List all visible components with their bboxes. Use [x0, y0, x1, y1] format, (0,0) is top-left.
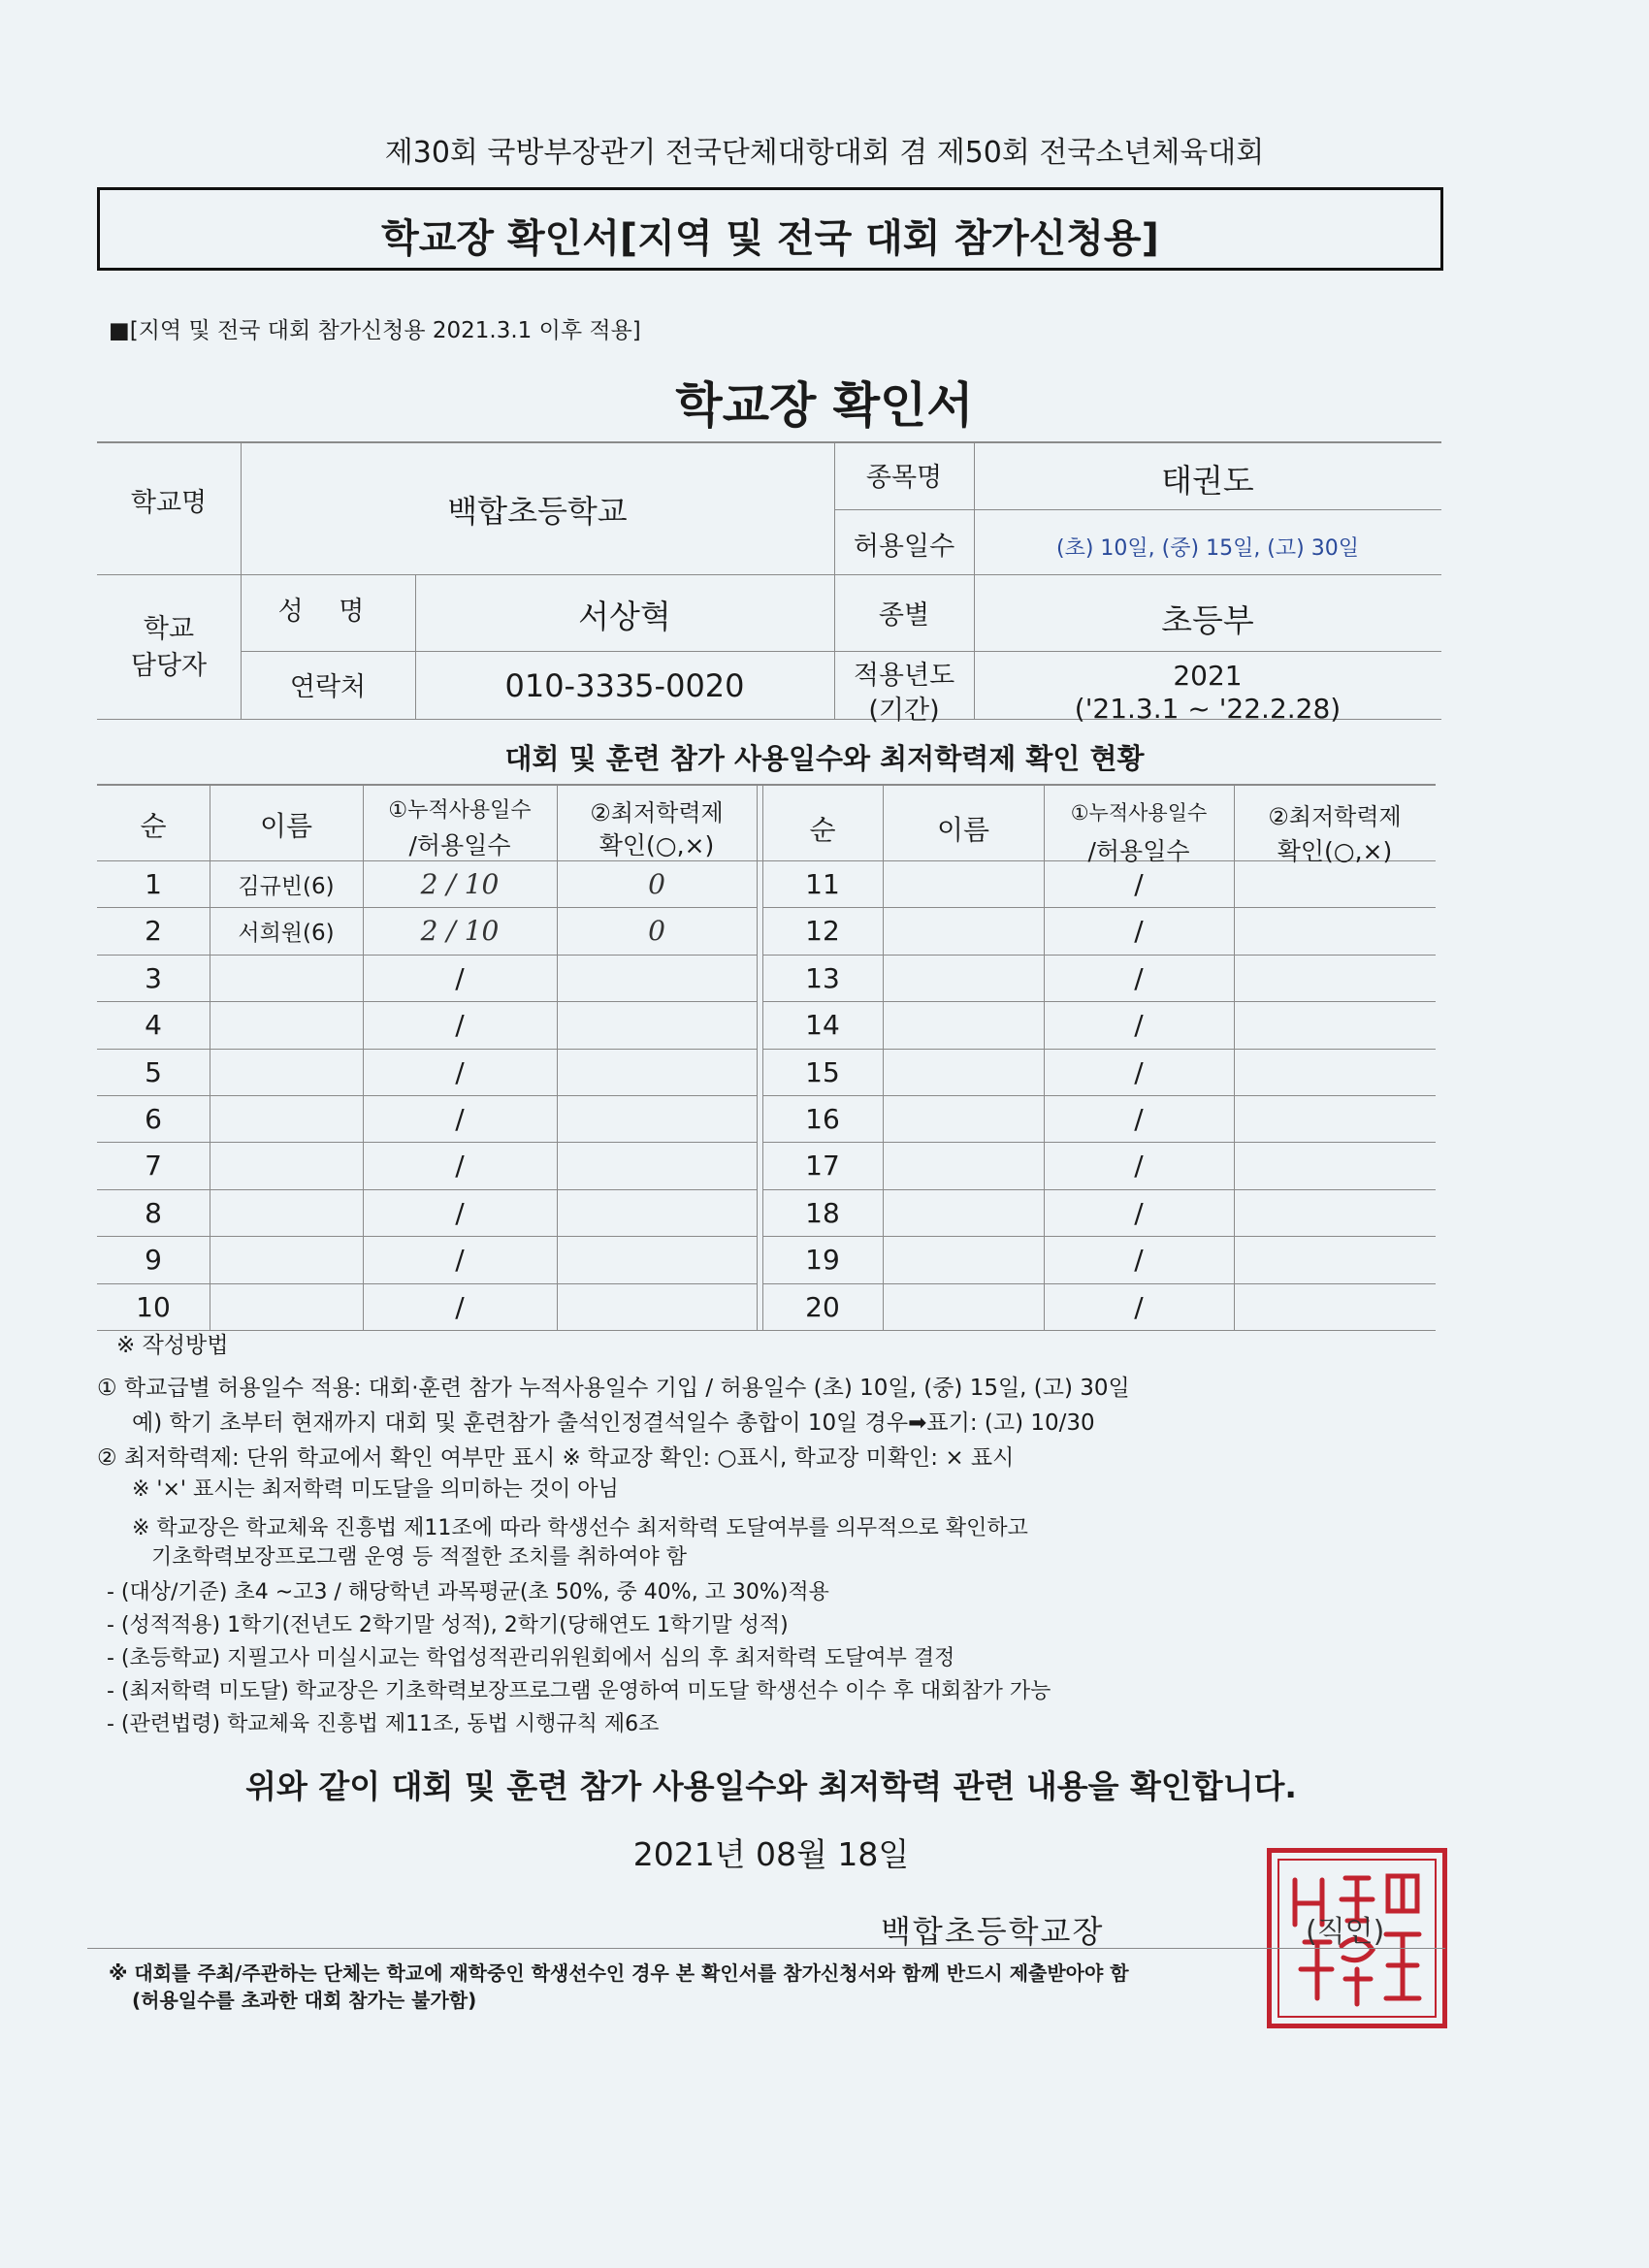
- used-days: /: [455, 1244, 465, 1277]
- row-number: 15: [805, 1055, 840, 1088]
- row-number: 10: [136, 1290, 171, 1323]
- used-days: /: [1134, 868, 1144, 900]
- school-name: 백합초등학교: [447, 493, 628, 530]
- apply-note: ■[지역 및 전국 대회 참가신청용 2021.3.1 이후 적용]: [109, 318, 641, 343]
- used-days: /: [455, 1290, 465, 1323]
- row-number: 4: [145, 1009, 162, 1042]
- year-label-1: 적용년도: [853, 661, 955, 691]
- footer-note: ※ 대회를 주최/주관하는 단체는 학교에 재학중인 학생선수인 경우 본 확인서를 참가신청서와 함께 반드시 제출받아야 함: [109, 1961, 1129, 1985]
- row-number: 14: [805, 1009, 840, 1042]
- header-no-right: 순: [809, 814, 836, 846]
- row-number: 18: [805, 1196, 840, 1229]
- row-number: 16: [805, 1103, 840, 1135]
- used-days: /: [1134, 961, 1144, 994]
- year-label-2: (기간): [868, 696, 940, 726]
- row-divider: [97, 1142, 757, 1143]
- row-divider: [762, 1142, 1436, 1143]
- year-value-2: ('21.3.1 ~ '22.2.28): [1074, 693, 1342, 725]
- header-days-left-1: ①누적사용일수: [388, 798, 532, 823]
- header-min-right-2: 확인(○,×): [1277, 837, 1393, 865]
- row-divider: [762, 1283, 1436, 1284]
- used-days: /: [455, 1055, 465, 1088]
- contact-label: 연락처: [289, 672, 367, 702]
- row-divider: [97, 1049, 757, 1050]
- used-days: 2 / 10: [420, 915, 500, 948]
- header-name-left: 이름: [259, 810, 313, 842]
- min-academic-check: 0: [648, 868, 665, 900]
- used-days: /: [1134, 915, 1144, 948]
- instruction-line: 예) 학기 초부터 현재까지 대회 및 훈련참가 출석인정결석일수 총합이 10일 경우➡표기: (고) 10/30: [132, 1410, 1095, 1436]
- row-number: 17: [805, 1150, 840, 1183]
- instruction-line: - (초등학교) 지필고사 미실시교는 학업성적관리위원회에서 심의 후 최저학력 도달여부 결정: [107, 1646, 955, 1670]
- sport-label: 종목명: [865, 463, 943, 493]
- event-title: 제30회 국방부장관기 전국단체대항대회 겸 제50회 전국소년체육대회: [384, 136, 1265, 170]
- row-divider: [762, 1001, 1436, 1002]
- row-number: 11: [805, 868, 840, 900]
- used-days: /: [1134, 1244, 1144, 1277]
- used-days: 2 / 10: [420, 868, 500, 900]
- row-number: 9: [145, 1244, 162, 1277]
- row-number: 2: [145, 915, 162, 948]
- header-name-right: 이름: [936, 814, 990, 846]
- row-number: 3: [145, 961, 162, 994]
- used-days: /: [455, 1103, 465, 1135]
- instruction-line: ② 최저학력제: 단위 학교에서 확인 여부만 표시 ※ 학교장 확인: ○표시, 학교장 미확인: × 표시: [97, 1445, 1015, 1471]
- row-divider: [97, 1283, 757, 1284]
- contact-value: 010-3335-0020: [504, 667, 745, 704]
- instruction-line: ※ '×' 표시는 최저학력 미도달을 의미하는 것이 아님: [132, 1477, 619, 1502]
- boxed-title-frame: [97, 187, 1443, 271]
- instruction-line: - (대상/기준) 초4 ~고3 / 해당학년 과목평균(초 50%, 중 40%, 고 30%)적용: [107, 1580, 829, 1604]
- used-days: /: [1134, 1196, 1144, 1229]
- row-divider: [97, 955, 757, 956]
- form-title: 학교장 확인서: [675, 377, 974, 434]
- manager-label-2: 담당자: [130, 651, 208, 681]
- header-days-right-1: ①누적사용일수: [1070, 801, 1208, 825]
- footer-note-2: (허용일수를 초과한 대회 참가는 불가함): [132, 1989, 477, 2012]
- header-min-right-1: ②최저학력제: [1268, 803, 1402, 830]
- instruction-line: ① 학교급별 허용일수 적용: 대회·훈련 참가 누적사용일수 기입 / 허용일수 (초) 10일, (중) 15일, (고) 30일: [97, 1376, 1130, 1401]
- status-title: 대회 및 훈련 참가 사용일수와 최저학력제 확인 현황: [504, 742, 1145, 775]
- name-label: 성 명: [277, 597, 378, 627]
- row-number: 1: [145, 868, 162, 900]
- header-days-right-2: /허용일수: [1087, 837, 1190, 865]
- sport-value: 태권도: [1161, 462, 1254, 500]
- used-days: /: [1134, 1055, 1144, 1088]
- used-days: /: [455, 1150, 465, 1183]
- row-divider: [762, 907, 1436, 908]
- row-number: 5: [145, 1055, 162, 1088]
- used-days: /: [1134, 1290, 1144, 1323]
- used-days: /: [1134, 1150, 1144, 1183]
- row-divider: [97, 1189, 757, 1190]
- name-value: 서상혁: [578, 598, 671, 635]
- issue-date: 2021년 08월 18일: [632, 1835, 910, 1873]
- school-label: 학교명: [130, 488, 208, 518]
- row-number: 13: [805, 961, 840, 994]
- year-value-1: 2021: [1173, 660, 1243, 692]
- used-days: /: [455, 1009, 465, 1042]
- row-number: 6: [145, 1103, 162, 1135]
- row-number: 8: [145, 1196, 162, 1229]
- boxed-title: 학교장 확인서[지역 및 전국 대회 참가신청용]: [381, 216, 1159, 261]
- min-academic-check: 0: [648, 915, 665, 948]
- row-number: 20: [805, 1290, 840, 1323]
- row-divider: [762, 1330, 1436, 1331]
- student-name: 김규빈(6): [238, 874, 335, 899]
- used-days: /: [455, 1196, 465, 1229]
- row-divider: [97, 1001, 757, 1002]
- row-number: 12: [805, 915, 840, 948]
- instruction-heading: ※ 작성방법: [116, 1333, 229, 1358]
- instruction-line: - (최저학력 미도달) 학교장은 기초학력보장프로그램 운영하여 미도달 학생선수 이수 후 대회참가 가능: [107, 1679, 1051, 1703]
- used-days: /: [455, 961, 465, 994]
- manager-label-1: 학교: [143, 614, 195, 644]
- row-divider: [97, 1236, 757, 1237]
- row-divider: [762, 1095, 1436, 1096]
- instruction-line: - (관련법령) 학교체육 진흥법 제11조, 동법 시행규칙 제6조: [107, 1712, 660, 1736]
- confirm-statement: 위와 같이 대회 및 훈련 참가 사용일수와 최저학력 관련 내용을 확인합니다.: [245, 1767, 1297, 1805]
- row-divider: [762, 1049, 1436, 1050]
- row-number: 19: [805, 1244, 840, 1277]
- allowed-days-label: 허용일수: [853, 532, 955, 562]
- header-min-left-1: ②최저학력제: [590, 799, 724, 826]
- row-divider: [762, 1189, 1436, 1190]
- footer-divider: [87, 1948, 1445, 1949]
- row-divider: [97, 1095, 757, 1096]
- row-divider: [762, 955, 1436, 956]
- used-days: /: [1134, 1009, 1144, 1042]
- header-min-left-2: 확인(○,×): [598, 831, 715, 859]
- row-number: 7: [145, 1150, 162, 1183]
- used-days: /: [1134, 1103, 1144, 1135]
- instruction-line: ※ 학교장은 학교체육 진흥법 제11조에 따라 학생선수 최저학력 도달여부를 의무적으로 확인하고: [132, 1516, 1028, 1540]
- student-name: 서희원(6): [238, 921, 335, 947]
- header-days-left-2: /허용일수: [408, 831, 511, 859]
- instruction-line: - (성적적용) 1학기(전년도 2학기말 성적), 2학기(당해연도 1학기말 성적): [107, 1613, 789, 1637]
- signer-name: 백합초등학교장: [881, 1913, 1105, 1950]
- category-label: 종별: [878, 600, 930, 631]
- allowed-days-value: (초) 10일, (중) 15일, (고) 30일: [1056, 536, 1359, 561]
- row-divider: [762, 1236, 1436, 1237]
- header-no-left: 순: [140, 810, 167, 842]
- category-value: 초등부: [1161, 601, 1254, 639]
- row-divider: [97, 907, 757, 908]
- seal-label: (직인): [1306, 1915, 1385, 1949]
- instruction-line: 기초학력보장프로그램 운영 등 적절한 조치를 취하여야 함: [151, 1545, 688, 1570]
